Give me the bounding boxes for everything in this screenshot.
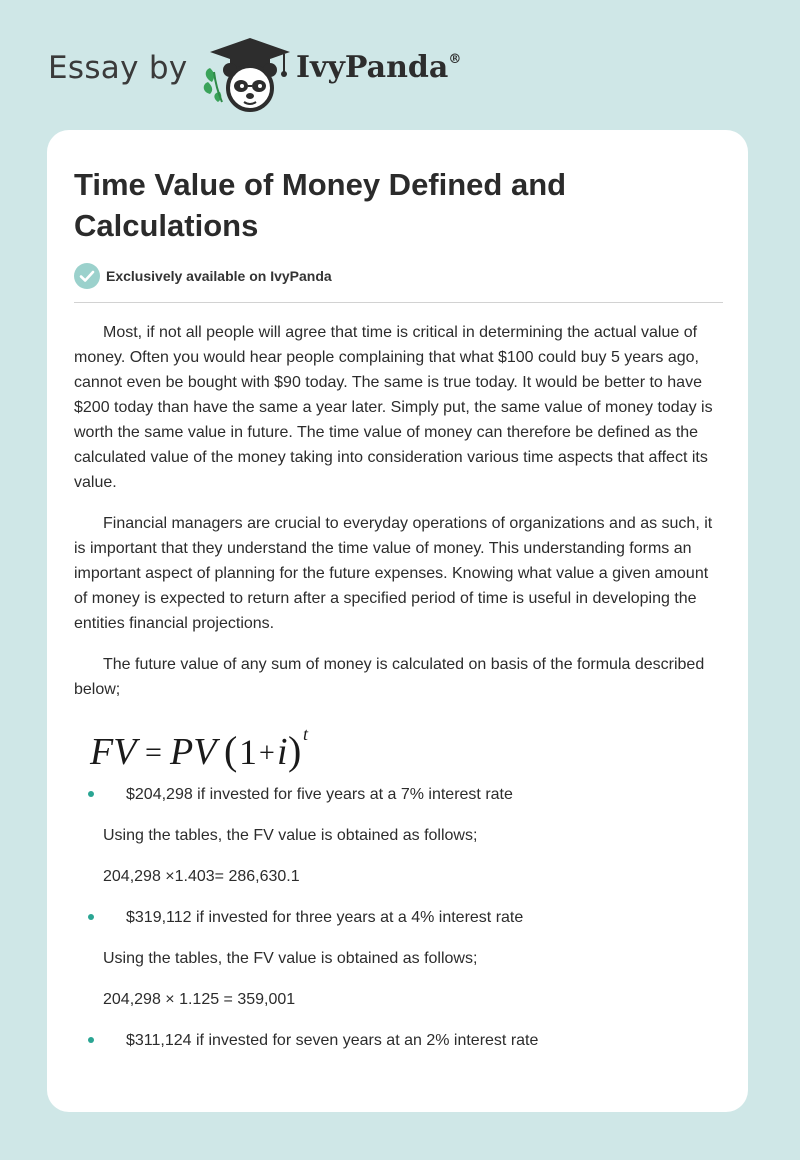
formula-one: 1 xyxy=(239,732,257,772)
bullet-icon xyxy=(88,914,94,920)
calc-result: 204,298 ×1.403= 286,630.1 xyxy=(103,868,300,885)
calc-note: Using the tables, the FV value is obtained as follows; xyxy=(103,827,478,844)
checkmark-icon xyxy=(74,263,100,289)
fv-formula xyxy=(74,718,724,776)
formula-equals: = xyxy=(145,736,162,769)
formula-close-paren: ) xyxy=(288,728,302,773)
article-card xyxy=(47,130,748,1112)
ivypanda-logo-icon[interactable] xyxy=(200,36,296,112)
page-title: Time Value of Money Defined and Calculations xyxy=(74,167,567,243)
essay-by-label: Essay by xyxy=(48,50,188,86)
formula-i: i xyxy=(277,731,288,773)
formula-open-paren: ( xyxy=(224,728,238,773)
brand-text: IvyPanda xyxy=(296,50,449,85)
formula-fv: FV xyxy=(90,731,137,773)
registered-mark: ® xyxy=(448,52,462,67)
exclusive-label: Exclusively available on IvyPanda xyxy=(106,268,332,284)
list-item-text: $319,112 if invested for three years at a 4% interest rate xyxy=(126,909,524,926)
bullet-icon xyxy=(88,1037,94,1043)
paragraph: Financial managers are crucial to everyday operations of organizations and as such, it is important that they understand the time value of money. This understanding forms an important aspect of planning for the future expenses. Knowing what value a given amount of money is expected to return after a specified period of time is useful in developing the entities financial projections. xyxy=(74,515,713,632)
paragraph: Most, if not all people will agree that time is critical in determining the actual value of money. Often you would hear people complaining that what $100 could buy 5 years ago, cannot even be bought with $90 today. The same is true today. It would be better to have $200 today than have the same a year later. Simply put, the same value of money today is worth the same value in future. The time value of money can therefore be defined as the calculated value of the money taking into consideration various time aspects that affect its value. xyxy=(74,324,713,491)
list-item xyxy=(74,782,724,807)
article-body xyxy=(74,320,724,1069)
list-item xyxy=(74,905,724,930)
bullet-icon xyxy=(88,791,94,797)
paragraph: The future value of any sum of money is calculated on basis of the formula described below; xyxy=(74,656,705,698)
formula-plus: + xyxy=(259,738,275,769)
brand-name[interactable] xyxy=(296,50,461,85)
divider xyxy=(74,302,723,303)
list-item xyxy=(74,1028,724,1053)
calc-note: Using the tables, the FV value is obtained as follows; xyxy=(103,950,478,967)
list-item-text: $311,124 if invested for seven years at an 2% interest rate xyxy=(126,1032,539,1049)
formula-pv: PV xyxy=(170,731,217,773)
calc-result: 204,298 × 1.125 = 359,001 xyxy=(103,991,296,1008)
list-item-text: $204,298 if invested for five years at a 7% interest rate xyxy=(126,786,513,803)
formula-exponent: t xyxy=(303,724,309,744)
site-header xyxy=(0,0,800,130)
